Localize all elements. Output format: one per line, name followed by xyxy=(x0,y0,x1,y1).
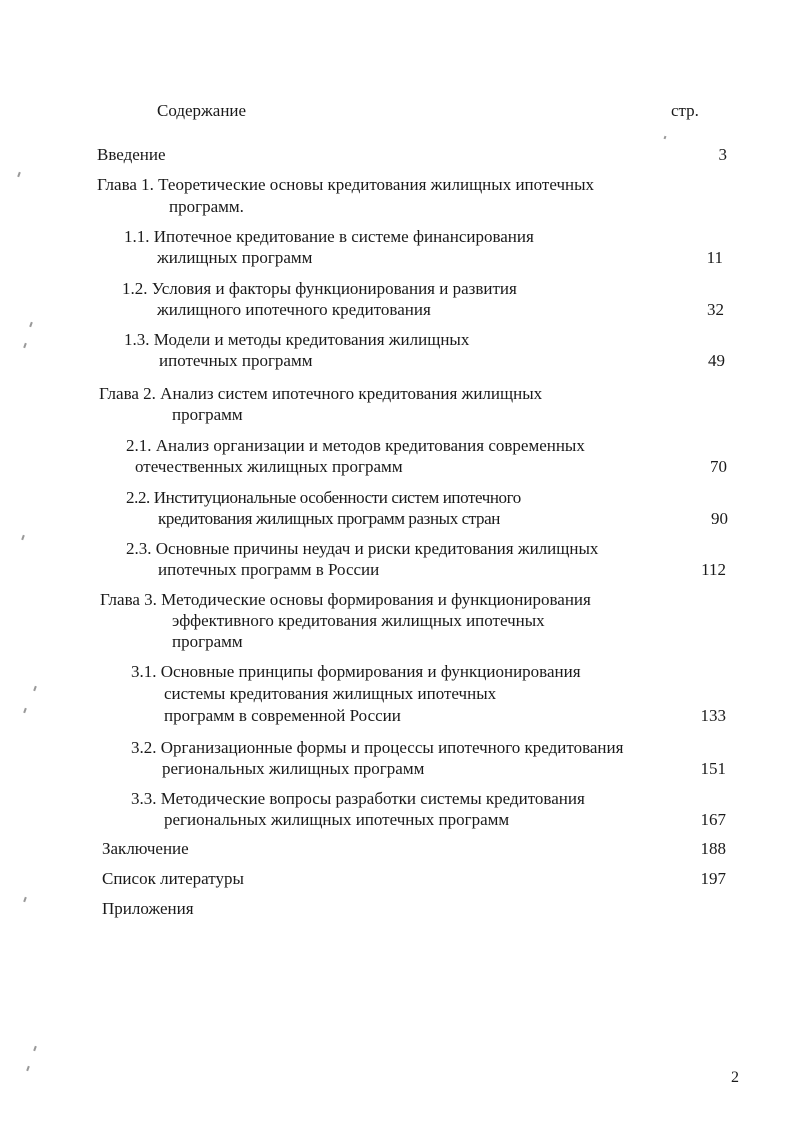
toc-entry-conclusion: Заключение xyxy=(102,839,189,858)
section-2-1-line1: 2.1. Анализ организации и методов кредитования современных xyxy=(126,436,585,455)
section-3-2-line1: 3.2. Организационные формы и процессы ипотечного кредитования xyxy=(131,738,624,757)
section-3-3-page: 167 xyxy=(700,810,726,829)
scan-speck xyxy=(33,1046,37,1051)
scan-speck xyxy=(26,1066,30,1071)
section-1-3-line1: 1.3. Модели и методы кредитования жилищных xyxy=(124,330,470,349)
section-3-1-line3: программ в современной России xyxy=(164,706,401,725)
section-3-1-page: 133 xyxy=(700,706,726,725)
scan-speck xyxy=(23,343,27,348)
toc-entry-references: Список литературы xyxy=(102,869,244,888)
section-2-2-line1: 2.2. Институциональные особенности систем ипотечного xyxy=(126,488,521,507)
section-1-2-page: 32 xyxy=(707,300,724,319)
toc-page-references: 197 xyxy=(700,869,726,888)
section-3-1-line1: 3.1. Основные принципы формирования и функционирования xyxy=(131,662,581,681)
page-number: 2 xyxy=(731,1069,739,1086)
section-3-1-line2: системы кредитования жилищных ипотечных xyxy=(164,684,497,703)
section-3-3-line1: 3.3. Методические вопросы разработки системы кредитования xyxy=(131,789,585,808)
chapter-3-title-line1: Глава 3. Методические основы формирования и функционирования xyxy=(100,590,591,609)
section-2-1-page: 70 xyxy=(710,457,727,476)
scan-speck xyxy=(21,535,25,540)
chapter-3-title-line2: эффективного кредитования жилищных ипотечных xyxy=(172,611,545,630)
scan-speck xyxy=(23,708,27,713)
toc-page-intro: 3 xyxy=(718,145,727,164)
chapter-1-title-line1: Глава 1. Теоретические основы кредитования жилищных ипотечных xyxy=(97,175,595,194)
section-2-3-line2: ипотечных программ в России xyxy=(158,560,380,579)
chapter-3-title-line3: программ xyxy=(172,632,243,651)
scan-speck xyxy=(664,136,667,140)
scan-speck xyxy=(33,686,37,691)
section-2-2-line2: кредитования жилищных программ разных стран xyxy=(158,509,500,528)
section-3-2-line2: региональных жилищных программ xyxy=(162,759,425,778)
toc-page-conclusion: 188 xyxy=(700,839,726,858)
section-1-3-line2: ипотечных программ xyxy=(159,351,313,370)
section-3-2-page: 151 xyxy=(700,759,726,778)
section-1-2-line2: жилищного ипотечного кредитования xyxy=(157,300,431,319)
section-1-2-line1: 1.2. Условия и факторы функционирования и развития xyxy=(122,279,517,298)
section-2-3-line1: 2.3. Основные причины неудач и риски кредитования жилищных xyxy=(126,539,599,558)
section-1-1-page: 11 xyxy=(706,248,723,267)
page-column-header: стр. xyxy=(671,101,699,120)
toc-entry-intro: Введение xyxy=(97,145,166,164)
scan-speck xyxy=(29,322,33,327)
section-2-1-line2: отечественных жилищных программ xyxy=(135,457,403,476)
section-3-3-line2: региональных жилищных ипотечных программ xyxy=(164,810,510,829)
chapter-2-title-line2: программ xyxy=(172,405,243,424)
scan-speck xyxy=(23,897,27,902)
chapter-2-title-line1: Глава 2. Анализ систем ипотечного кредитования жилищных xyxy=(99,384,543,403)
toc-entry-appendices: Приложения xyxy=(102,899,194,918)
section-1-1-line2: жилищных программ xyxy=(157,248,313,267)
chapter-1-title-line2: программ. xyxy=(169,197,244,216)
section-2-3-page: 112 xyxy=(701,560,726,579)
scan-speck xyxy=(17,172,21,177)
section-2-2-page: 90 xyxy=(711,509,728,528)
section-1-1-line1: 1.1. Ипотечное кредитование в системе финансирования xyxy=(124,227,534,246)
toc-title: Содержание xyxy=(157,101,247,120)
section-1-3-page: 49 xyxy=(708,351,725,370)
